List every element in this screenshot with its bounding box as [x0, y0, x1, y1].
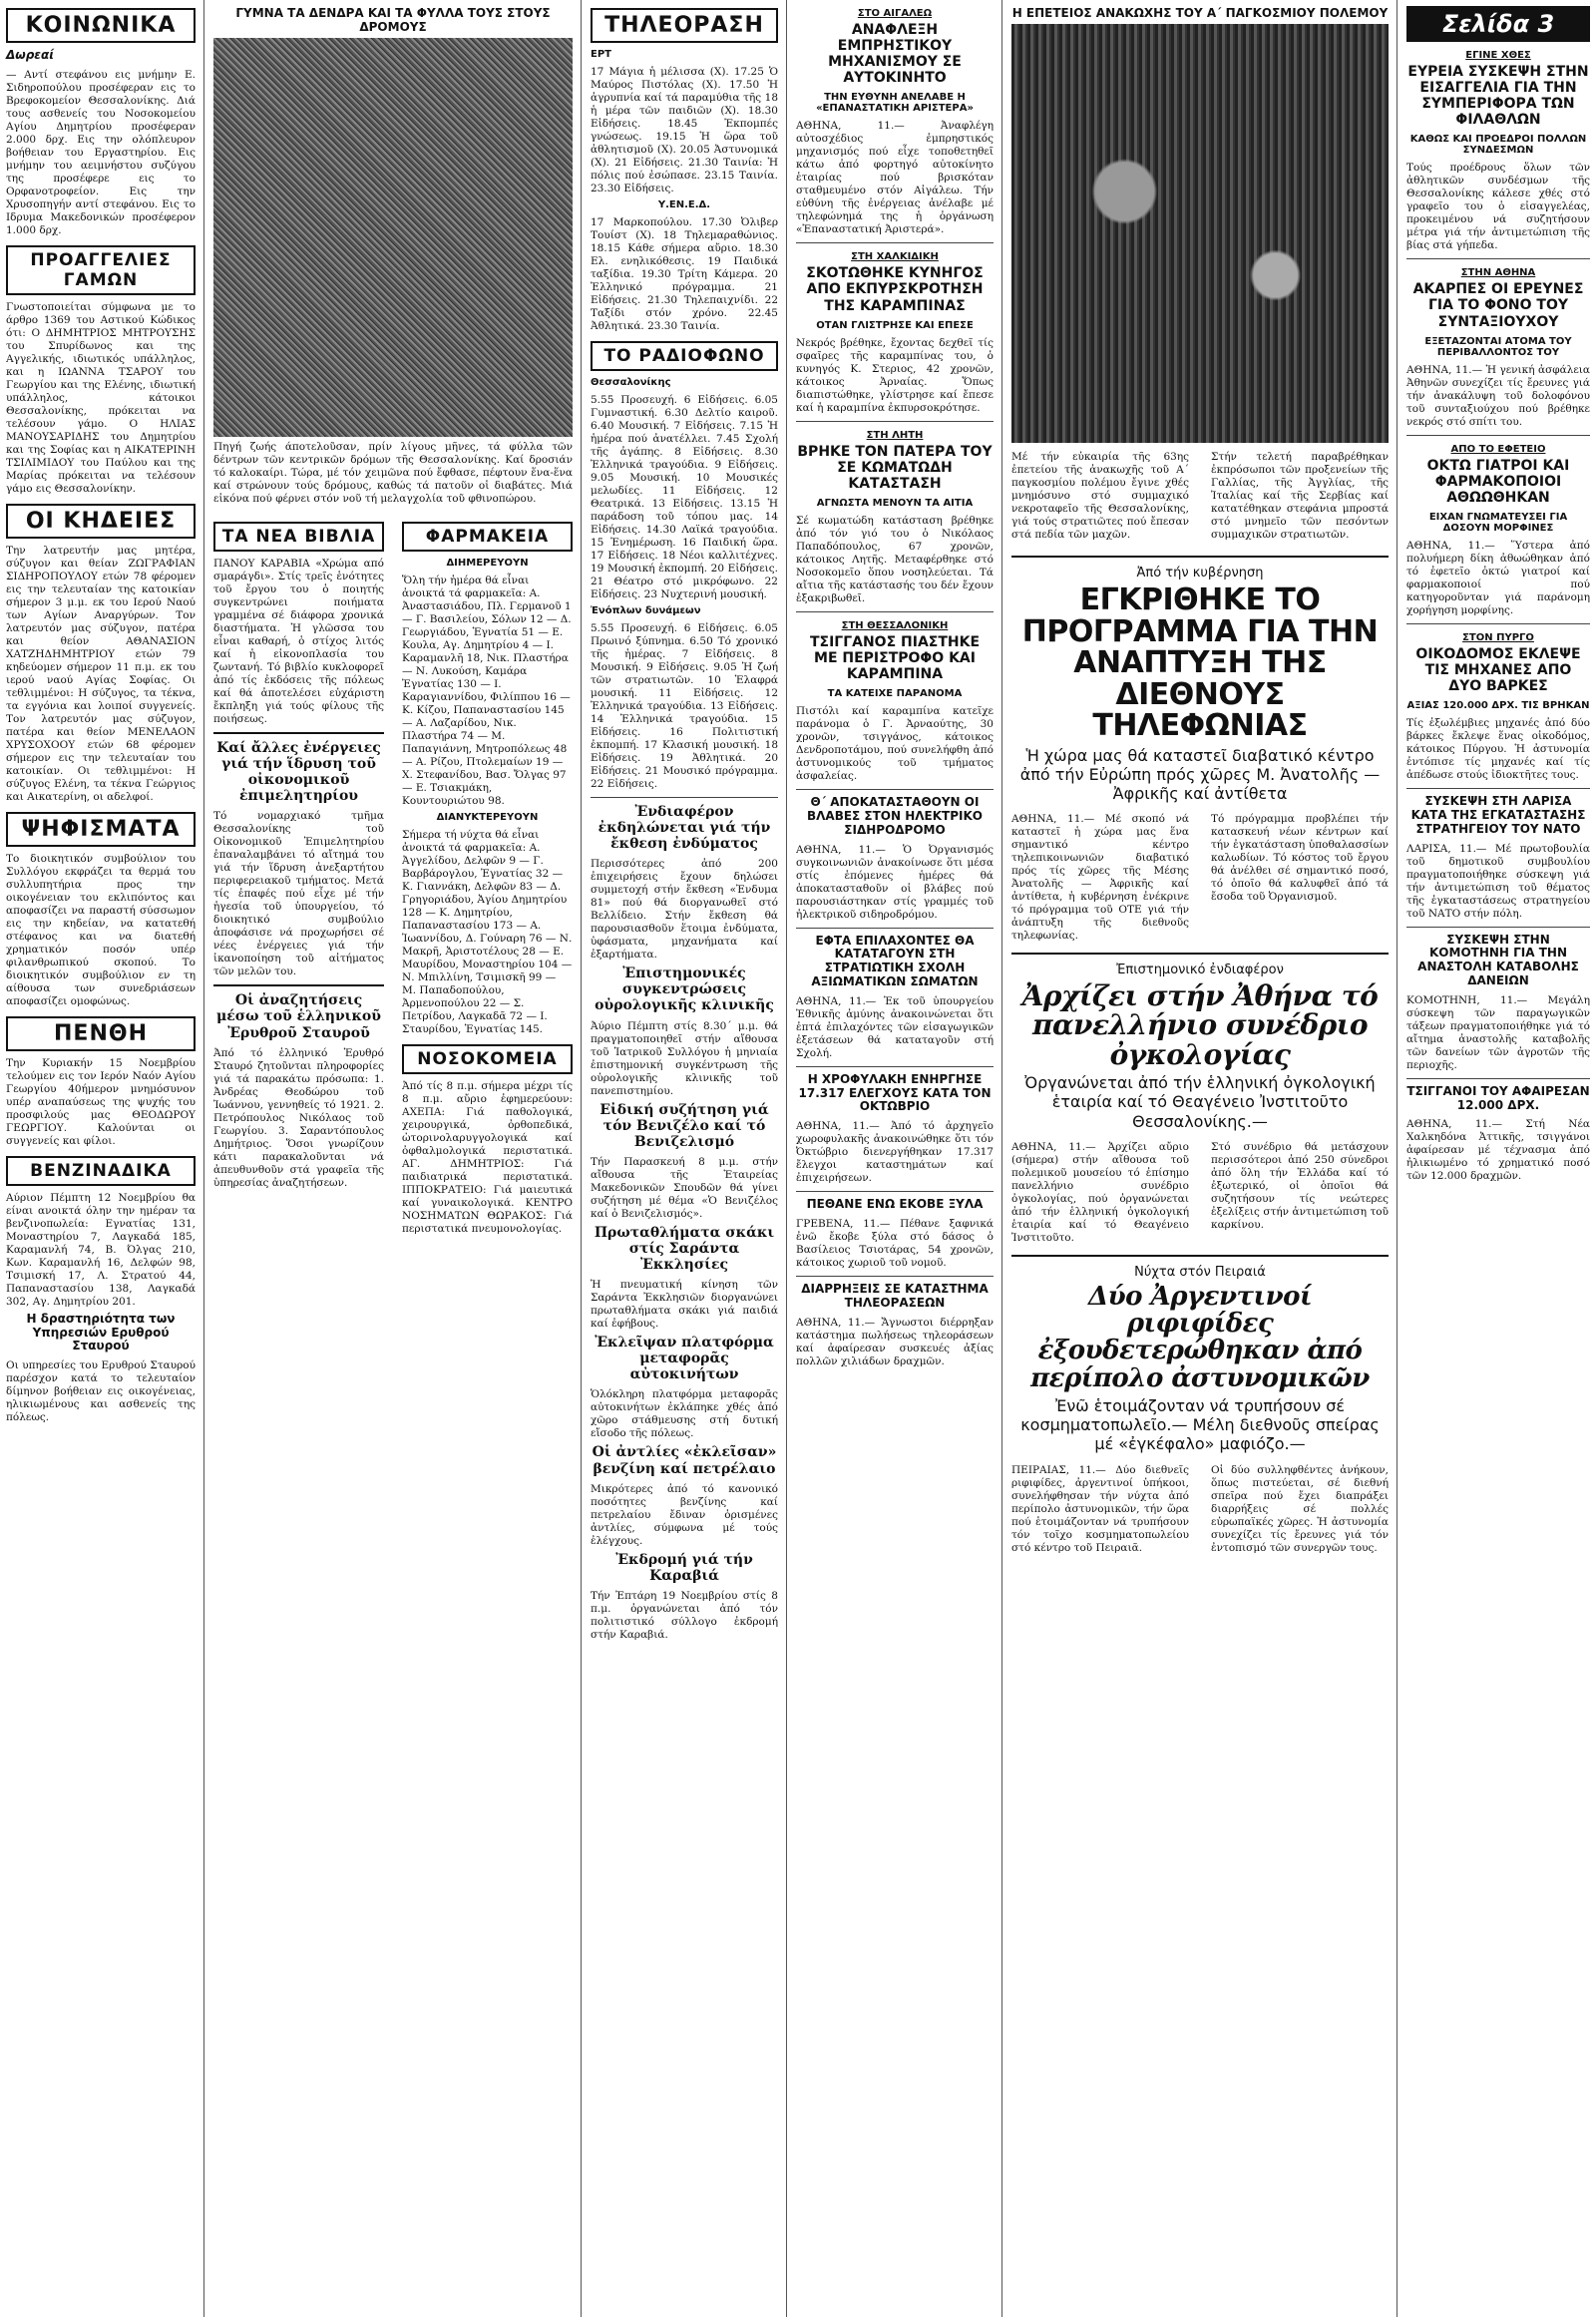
headline-tsigganos: ΤΣΙΓΓΑΝΟΣ ΠΙΑΣΤΗΚΕ ΜΕ ΠΕΡΙΣΤΡΟΦΟ ΚΑΙ ΚΑΡΑΜΠΙΝΑ: [809, 633, 981, 683]
divider: [796, 789, 994, 790]
column-rule: [1001, 0, 1002, 2317]
doreai-title: Δωρεαί: [6, 48, 54, 62]
ert-text: 17 Μάγια ἡ μέλισσα (Χ). 17.25 Ὁ Μαύρος Πιστόλας (Χ). 17.50 Ἡ ἀγρυπνία καί τά παραμύθια τῆς 18 ἡ μέρα τῶν παιδιῶν (Χ). 18.30 Εἰδήσεις. 18.45 Ἐκπομπές γνώσεως. 19.15 Ἡ ὥρα τοῦ ἀθλητισμοῦ (Χ). 20.05 Ἀστυνομικά (Χ). 21 Εἰδήσεις. 21.30 Ταινία: Ἡ πόλις πού ἐσώπασε. 23.15 Ταινία. 23.30 Εἰδήσεις.: [591, 66, 778, 194]
kideies-text: Την λατρευτήν μας μητέρα, σύζυγον και θείαν ΖΩΓΡΑΦΙΑΝ ΣΙΔΗΡΟΠΟΥΛΟΥ ετών 78 φέρομεν εις την τελευταίαν της κατοικίαν σήμερον 3 μ.μ. εκ του Ιερού Ναού των Αγίων Αναργύρων. Τον λατρευτόν μας σύζυγον, πατέρα και θείον ΑΘΑΝΑΣΙΟΝ ΧΑΤΖΗΔΗΜΗΤΡΙΟΥ ετών 79 κηδεύομεν σήμερον 11 π.μ. εκ του ιερού ναού Αγίας Σοφίας. Οι τεθλιμμένοι: Η σύζυγος, τα τέκνα, τα εγγόνια και λοιποί συγγενείς. Τον λατρευτόν μας σύζυγον, πατέρα και θείον ΜΕΝΕΛΑΟΝ ΧΡΥΣΟΧΟΟΥ ετών 68 φέρομεν σήμερον εις την τελευταίαν του κατοικίαν. Οι τεθλιμμένοι: Η σύζυγος Ελένη, τα τέκνα Γεώργιος και Αικατερίνη, οι αδελφοί.: [6, 544, 196, 803]
body-tilefonia-right: Τό πρόγραμμα προβλέπει τήν κατασκευή νέων κέντρων καί τήν ἐγκατάσταση ὑποθαλασσίων καλωδίων. Τό κόστος τοῦ ἔργου θά ἀνέλθει σέ σημαντικό ποσό, τό ὁποῖο θά καλυφθεῖ ἀπό τά ἔσοδα τοῦ Ὀργανισμοῦ.: [1211, 813, 1389, 904]
kicker-chalkidiki: ΣΤΗ ΧΑΛΚΙΔΙΚΗ: [851, 251, 939, 263]
body-rififides-right: Οἱ δύο συλληφθέντες ἀνήκουν, ὅπως πιστεύεται, σέ διεθνή σπεῖρα πού ἔχει διαπράξει διαρρήξεις σέ πολλές εὐρωπαϊκές χῶρες. Ἡ ἀστυνομία συνεχίζει τίς ἔρευνες γιά τόν ἐντοπισμό τῶν συνεργῶν τους.: [1211, 1463, 1389, 1554]
column-main-stories: [1005, 0, 1395, 2317]
ekdromi-text: Τήν Ἐπτάρη 19 Νοεμβρίου στίς 8 π.μ. ὀργανώνεται ἀπό τόν πολιτιστικό σύλλογο ἐκδρομή στήν Καραβιά.: [591, 1589, 778, 1641]
section-head-penthi: ΠΕΝΘΗ: [6, 1016, 196, 1051]
headline-diarrixeis: ΔΙΑΡΡΗΞΕΙΣ ΣΕ ΚΑΤΑΣΤΗΜΑ ΤΗΛΕΟΡΑΣΕΩΝ: [801, 1281, 989, 1310]
kicker-pyrgos: ΣΤΟΝ ΠΥΡΓΟ: [1462, 631, 1534, 643]
radio-enoplon-lead: Ἐνόπλων δυνάμεων: [591, 605, 701, 616]
kicker-athina: ΣΤΗΝ ΑΘΗΝΑ: [1460, 267, 1536, 279]
radio-thess-lead: Θεσσαλονίκης: [591, 377, 671, 388]
kicker-efeteio: ΑΠΟ ΤΟ ΕΦΕΤΕΙΟ: [1450, 443, 1546, 455]
penthi-text: Την Κυριακήν 15 Νοεμβρίου τελούμεν εις τον Ιερόν Ναόν Αγίου Γεωργίου 40ήμερον μνημόσυνον υπέρ αναπαύσεως της ψυχής του προσφιλούς μας ΘΕΟΔΩΡΟΥ ΓΕΩΡΓΙΟΥ. Καλούνται οι συγγενείς και φίλοι.: [6, 1056, 196, 1147]
ekleipan-text: Ὁλόκληρη πλατφόρμα μεταφορᾶς αὐτοκινήτων ἐκλάπηκε χθές ἀπό χῶρο στάθμευσης στή δυτική εἴσοδο τῆς πόλεως.: [591, 1388, 778, 1440]
column-rule: [203, 0, 204, 2317]
photo-caption-trees: Πηγή ζωής άποτελοῦσαν, πρίν λίγους μῆνες, τά φύλλα τῶν δέντρων τῶν κεντρικῶν δρόμων τῆς Θεσσαλονίκης. Καί δροσιάν τό καλοκαίρι. Τώρα, μέ τόν χειμῶνα πού ἔφθασε, πέφτουν ἕνα-ἕνα καί στρώνουν τούς δρόμους, καθώς τά πατοῦν οἱ διαβάτες. Μιά εἰκόνα πού φέρνει στόν νοῦ τή μελαγχολία τοῦ φθινοπώρου.: [213, 441, 573, 505]
page-label: Σελίδα 3: [1406, 6, 1590, 42]
kicker-kyvernisi: Ἀπό τήν κυβέρνηση: [1136, 566, 1264, 580]
deck-tilefonia: Ἡ χώρα μας θά καταστεῖ διαβατικό κέντρο ἀπό τήν Εὐρώπη πρός χῶρες Μ. Ἀνατολῆς — Ἀφρικῆς καί ἀντίθετα: [1019, 745, 1381, 803]
alles-energeies-text: Τό νομαρχιακό τμῆμα Θεσσαλονίκης τοῦ Οἰκονομικοῦ Ἐπιμελητηρίου ἐπαναλαμβάνει τό αἴτημά του γιά τήν ἵδρυση ἀνεξαρτήτου περιφερειακοῦ τμήματος. Μετά τίς ἐπαφές πού εἶχε μέ τήν ἡγεσία τοῦ ὑπουργείου, τό διοικητικό συμβούλιο ἀποφάσισε νά προχωρήσει σέ νέες ἐνέργειες γιά τήν ἱκανοποίηση τοῦ αἰτήματος τῶν μελῶν του.: [213, 810, 384, 978]
text-chorofylaki: ΑΘΗΝΑ, 11.— Ἀπό τό ἀρχηγεῖο χωροφυλακῆς ἀνακοινώθηκε ὅτι τόν Ὀκτώβριο διενεργήθηκαν 17.317 ἔλεγχοι καταστημάτων καί ἐπιχειρήσεων.: [796, 1120, 994, 1185]
section-head-benzinadika: ΒΕΝΖΙΝΑΔΙΚΑ: [6, 1156, 196, 1186]
text-vlaves: ΑΘΗΝΑ, 11.— Ὁ Ὀργανισμός συγκοινωνιῶν ἀνακοίνωσε ὅτι μέσα στίς ἑπόμενες ἡμέρες θά ἀποκατασταθοῦν οἱ βλάβες πού παρουσιάστηκαν στίς γραμμές τοῦ ἠλεκτρικοῦ σιδηροδρόμου.: [796, 843, 994, 921]
vivlia-text: ΠΑΝΟΥ ΚΑΡΑΒΙΑ «Χρώμα από σμαράγδι». Στίς τρεῖς ἑνότητες τοῦ ἔργου του ὁ ποιητής συγκεντρώνει ποιήματα γραμμένα σέ διάφορα χρονικά διαστήματα. Ἡ γλῶσσα του εἶναι καθαρή, ὁ στίχος λιτός καί ἡ εἰκονοπλασία του ζωντανή. Τό βιβλίο κυκλοφορεῖ ἀπό τίς ἐκδόσεις τῆς πόλεως καί θά ἀποτελέσει εὐχάριστη ἔκπληξη γιά τούς φίλους τῆς ποιήσεως.: [213, 558, 384, 725]
headline-pethane: ΠΕΘΑΝΕ ΕΝΩ ΕΚΟΒΕ ΞΥΛΑ: [806, 1197, 984, 1212]
headline-syskepsi-eisaggelia: ΕΥΡΕΙΑ ΣΥΣΚΕΨΗ ΣΤΗΝ ΕΙΣΑΓΓΕΛΙΑ ΓΙΑ ΤΗΝ ΣΥΜΠΕΡΙΦΟΡΑ ΤΩΝ ΦΙΛΑΘΛΩΝ: [1407, 64, 1589, 129]
ekleipan-title: Ἐκλεῖψαν πλατφόρμα μεταφορᾶς αὐτοκινήτων: [595, 1335, 774, 1383]
headline-chorofylaki: Η ΧΡΟΦΥΛΑΚΗ ΕΝΗΡΓΗΣΕ 17.317 ΕΛΕΓΧΟΥΣ ΚΑΤΑ ΤΟΝ ΟΚΤΩΒΡΙΟ: [798, 1071, 992, 1114]
epistimonikes-title: Ἐπιστημονικές συγκεντρώσεις οὐρολογικῆς κλινικῆς: [595, 965, 774, 1014]
body-rififides-left: ΠΕΙΡΑΙΑΣ, 11.— Δύο διεθνεῖς ριφιφίδες, ἀργεντινοί ὑπήκοοι, συνελήφθησαν τήν νύχτα ἀπό περίπολο ἀστυνομικῶν, τήν ὥρα πού ἑτοιμάζονταν νά τρυπήσουν τόν τοῖχο κοσμηματοπωλείου στό κέντρο τοῦ Πειραιᾶ.: [1011, 1463, 1189, 1554]
column-social: [0, 0, 201, 2317]
subhead-oikodomos: ΑΞΙΑΣ 120.000 ΔΡΧ. ΤΙΣ ΒΡΗΚΑΝ: [1406, 700, 1590, 712]
anazitiseis-title: Οἱ ἀναζητήσεις μέσω τοῦ ἑλληνικοῦ Ἐρυθροῦ Σταυροῦ: [216, 992, 381, 1041]
headline-patera: ΒΡΗΚΕ ΤΟΝ ΠΑΤΕΡΑ ΤΟΥ ΣΕ ΚΩΜΑΤΩΔΗ ΚΑΤΑΣΤΑΣΗ: [797, 443, 993, 492]
divider: [1406, 435, 1590, 436]
divider: [1406, 623, 1590, 624]
text-epilachontes: ΑΘΗΝΑ, 11.— Ἐκ τοῦ ὑπουργείου Ἐθνικῆς ἀμύνης ἀνακοινώνεται ὅτι ἐπτά ἐπιλαχόντες τῶν εἰσαγωγικῶν ἐξετάσεων θά καταταγοῦν στή Σχολή.: [796, 994, 994, 1059]
photo-trees: [213, 38, 573, 437]
section-head-nea-vivlia: ΤΑ ΝΕΑ ΒΙΒΛΙΑ: [213, 522, 384, 552]
headline-epilachontes: ΕΦΤΑ ΕΠΙΛΑΧΟΝΤΕΣ ΘΑ ΚΑΤΑΤΑΓΟΥΝ ΣΤΗ ΣΤΡΑΤΙΩΤΙΚΗ ΣΧΟΛΗ ΑΞΙΩΜΑΤΙΚΩΝ ΣΩΜΑΤΩΝ: [811, 933, 979, 988]
divider: [591, 797, 778, 798]
kicker-peiraias: Νύχτα στόν Πειραιά: [1134, 1264, 1266, 1280]
drastiriotita-title: Η δραστηριότητα των Υπηρεσιών Ερυθρού Σταυρού: [26, 1311, 176, 1353]
headline-ogkologia: Ἀρχίζει στήν Ἀθήνα τό πανελλήνιο συνέδριο ὀγκολογίας: [1021, 979, 1379, 1071]
divider: [796, 242, 994, 243]
ert-lead: ΕΡΤ: [591, 49, 611, 60]
column-city: [207, 0, 579, 2317]
endiaferon-title: Ἐνδιαφέρον ἐκδηλώνεται γιά τήν ἔκθεση ἐνδύματος: [598, 804, 771, 853]
protathlimata-text: Ἡ πνευματική κίνηση τῶν Σαράντα Ἐκκλησιῶν διοργανώνει πρωταθλήματα σκάκι γιά παιδιά καί ἐφήβους.: [591, 1279, 778, 1331]
protathlimata-title: Πρωταθλήματα σκάκι στίς Σαράντα Ἐκκλησίες: [594, 1224, 775, 1274]
kicker-egine-chthes: ΕΓΙΝΕ ΧΘΕΣ: [1465, 50, 1531, 61]
epistimonikes-text: Ἀύριο Πέμπτη στίς 8.30΄ μ.μ. θά πραγματοποιηθεῖ στήν αἴθουσα τοῦ Ἰατρικοῦ Συλλόγου ἡ μηνιαία ἐπιστημονική συγκέντρωση τῆς οὐρολογικῆς κλινικῆς τοῦ πανεπιστημίου.: [591, 1019, 778, 1097]
divider: [213, 984, 384, 986]
yened-text: 17 Μαρκοπούλου. 17.30 Ὀλιβερ Τουίστ (Χ). 18 Τηλεμαραθώνιος. 18.15 Κάθε σήμερα αὔριο. 18.30 Ελ. ενηλικόθεσις. 19 Παιδικά ταξίδια. 19.30 Τρίτη Κάμερα. 20 Ἐλληνικό πρόγραμμα. 21 Εἰδήσεις. 21.30 Τηλεπαιχνίδι. 22 Ταξίδι στόν χρόνο. 22.45 Ἀθλητικά. 23.30 Ταινία.: [591, 216, 778, 332]
anazitiseis-text: Ἀπό τό ἑλληνικό Ἐρυθρό Σταυρό ζητοῦνται πληροφορίες γιά τά παρακάτω πρόσωπα: 1. Ἀνδρέας Θεοδώρου τοῦ Ἰωάννου, γεννηθείς τό 1921. 2. Πετρόπουλος Νικόλαος τοῦ Γεωργίου. 3. Σαραντόπουλος Δημήτριος. Ὅσοι γνωρίζουν κάτι παρακαλοῦνται νά ἀπευθυνθοῦν στά γραφεῖα τῆς ὑπηρεσίας ἀναζητήσεων.: [213, 1046, 384, 1189]
dianykt-lead: ΔΙΑΝΥΚΤΕΡΕΥΟΥΝ: [436, 812, 539, 823]
photo-anakochi: [1011, 24, 1389, 443]
endiaferon-text: Περισσότερες ἀπό 200 ἐπιχειρήσεις ἔχουν δηλώσει συμμετοχή στήν ἔκθεση «Ἐνδυμα 81» πού θά διοργανωθεῖ στό Βελλίδειο. Στήν ἔκθεση θά παρουσιασθοῦν ἕτοιμα ἐνδύματα, ὑφάσματα, μηχανήματα καί ἐξαρτήματα.: [591, 858, 778, 962]
section-head-farmakeia: ΦΑΡΜΑΚΕΙΑ: [402, 522, 573, 552]
photo-caption-right: Στήν τελετή παραβρέθηκαν ἐκπρόσωποι τῶν προξενείων τῆς Γαλλίας, τῆς Ἀγγλίας, τῆς Ἰταλίας καί τῆς Σερβίας καί κατατέθηκαν στεφάνια μπροστά στό μνημεῖο τῶν πεσόντων συμμαχικῶν στρατιωτῶν.: [1211, 451, 1389, 541]
divider: [1011, 1255, 1389, 1257]
headline-tsigganoi: ΤΣΙΓΓΑΝΟΙ ΤΟΥ ΑΦΑΙΡΕΣΑΝ 12.000 ΔΡΧ.: [1406, 1083, 1590, 1112]
ekdromi-title: Ἐκδρομή γιά τήν Καραβιά: [615, 1551, 753, 1584]
subhead-giatroi: ΕΙΧΑΝ ΓΝΩΜΑΤΕΥΣΕΙ ΓΙΑ ΔΟΣΟΥΝ ΜΟΡΦΙΝΕΣ: [1428, 511, 1568, 534]
antlies-text: Μικρότερες ἀπό τό κανονικό ποσότητες βενζίνης καί πετρελαίου ἔδιναν ὁρισμένες ἀντλίες, σύμφωνα μέ τούς ἐλέγχους.: [591, 1482, 778, 1547]
drastiriotita-text: Οι υπηρεσίες του Ερυθρού Σταυρού παρέσχον κατά το τελευταίον δίμηνον βοήθειαν εις οικογένειας, ηλικιωμένους και ασθενείς της πόλεως.: [6, 1359, 196, 1424]
headline-fonos: ΑΚΑΡΠΕΣ ΟΙ ΕΡΕΥΝΕΣ ΓΙΑ ΤΟ ΦΟΝΟ ΤΟΥ ΣΥΝΤΑΞΙΟΥΧΟΥ: [1412, 281, 1584, 330]
text-anaflexi: ΑΘΗΝΑ, 11.— Ἀναφλέγη αὐτοσχέδιος ἐμπρηστικός μηχανισμός πού εἶχε τοποθετηθεῖ κάτω ἀπό φορτηγό αὐτοκίνητο ἑταιρίας πού βρισκόταν σταθμευμένο στόν Αἰγάλεω. Τήν εὐθύνη τῆς ἐνέργειας ἀνέλαβε μέ τηλεφώνημά της ἡ ὀργάνωση «Ἐπαναστατική Ἀριστερά».: [796, 120, 994, 236]
subhead-kynigos: ΟΤΑΝ ΓΛΙΣΤΡΗΣΕ ΚΑΙ ΕΠΕΣΕ: [816, 319, 974, 331]
divider: [1406, 1078, 1590, 1079]
headline-larisa: ΣΥΣΚΕΨΗ ΣΤΗ ΛΑΡΙΣΑ ΚΑΤΑ ΤΗΣ ΕΓΚΑΤΑΣΤΑΣΗΣ ΣΤΡΑΤΗΓΕΙΟΥ ΤΟΥ ΝΑΤΟ: [1410, 794, 1586, 836]
text-komotini: ΚΟΜΟΤΗΝΗ, 11.— Μεγάλη σύσκεψη τῶν παραγωγικῶν τάξεων πραγματοποιήθηκε γιά τό αἴτημα ἀναστολῆς καταβολῆς τῶν δανείων τῶν ἀγροτῶν τῆς περιοχῆς.: [1406, 993, 1590, 1071]
section-head-radiofono: ΤΟ ΡΑΔΙΟΦΩΝΟ: [591, 341, 778, 371]
text-tsigganoi: ΑΘΗΝΑ, 11.— Στή Νέα Χαλκηδόνα Ἀττικῆς, τσιγγάνοι ἀφαίρεσαν μέ τέχνασμα ἀπό ἠλικιωμένο τό χρηματικό ποσό τῶν 12.000 δραχμῶν.: [1406, 1118, 1590, 1183]
benzinadika-text: Αύριον Πέμπτη 12 Νοεμβρίου θα είναι ανοικτά όλην την ημέραν τα βενζινοπωλεία: Εγνατίας 131, Μοναστηρίου 7, Λαγκαδά 185, Καραμανλή 74, Β. Όλγας 210, Κων. Καραμανλή 16, Δελφών 98, Τσιμισκή 17, Λ. Στρατού 44, Παπαναστασίου 138, Λαγκαδά 302, Αγ. Δημητρίου 201.: [6, 1191, 196, 1308]
column-news-briefs: [790, 0, 999, 2317]
divider: [796, 1066, 994, 1067]
column-right-briefs: [1400, 0, 1596, 2317]
subhead-fonos: ΕΞΕΤΑΖΟΝΤΑΙ ΑΤΟΜΑ ΤΟΥ ΠΕΡΙΒΑΛΛΟΝΤΟΣ ΤΟΥ: [1424, 335, 1572, 358]
kicker-thessaloniki: ΣΤΗ ΘΕΣΣΑΛΟΝΙΚΗ: [841, 619, 949, 631]
psifismata-text: Το διοικητικόν συμβούλιον του Συλλόγου εκφράζει τα θερμά του συλλυπητήρια προς την οικογένειαν του εκλιπόντος και αποφασίζει να παραστή σύσσωμον εις την κηδείαν, να κατατεθή στέφανος και να διατεθή χρηματικόν ποσόν υπέρ φιλανθρωπικού σκοπού. Το διοικητικόν συμβούλιον εν τη αίθουσα των συνεδριάσεων αποφασίζει ομοφώνως.: [6, 852, 196, 1007]
radio-thess-text: 5.55 Προσευχή. 6 Εἰδήσεις. 6.05 Γυμναστική. 6.30 Δελτίο καιροῦ. 6.40 Μουσική. 7 Εἰδήσεις. 7.15 Ἡ ἡμέρα πού ἀνατέλλει. 7.45 Σχολή τῆς ἀγάπης. 8 Εἰδήσεις. 8.30 Ἐλληνικά τραγούδια. 9 Εἰδήσεις. 9.05 Μουσική. 10 Μουσικές μελωδίες. 11 Εἰδήσεις. 12 Θεατρικά. 13 Εἰδήσεις. 13.15 Ἡ παράδοση τοῦ τόπου μας. 14 Εἰδήσεις. 14.30 Λαϊκά τραγούδια. 15 Ἐνημέρωση. 16 Παιδική ὥρα. 17 Εἰδήσεις. 18 Νέοι καλλιτέχνες. 19 Μουσική ἐκπομπή. 20 Εἰδήσεις. 21 Θέατρο στό μικρόφωνο. 22 Εἰδήσεις. 23 Νυχτερινή μουσική.: [591, 394, 778, 600]
section-head-kideies: ΟΙ ΚΗΔΕΙΕΣ: [6, 504, 196, 539]
divider: [796, 421, 994, 422]
section-head-proaggelies: ΠΡΟΑΓΓΕΛΙΕΣ ΓΑΜΩΝ: [6, 245, 196, 295]
divider: [1011, 556, 1389, 558]
text-tsigganos: Πιστόλι καί καραμπίνα κατεῖχε παράνομα ὁ Γ. Ἀρναούτης, 30 χρονῶν, τσιγγάνος, κάτοικος Δενδροποτάμου, πού συνελήφθη ἀπό ἀστυνομικούς τοῦ τμήματος ἀσφαλείας.: [796, 705, 994, 783]
headline-kynigos: ΣΚΟΤΩΘΗΚΕ ΚΥΝΗΓΟΣ ΑΠΟ ΕΚΠΥΡΣΚΡΟΤΗΣΗ ΤΗΣ ΚΑΡΑΜΠΙΝΑΣ: [806, 265, 984, 314]
text-fonos: ΑΘΗΝΑ, 11.— Ἡ γενική ἀσφάλεια Ἀθηνῶν συνεχίζει τίς ἔρευνες γιά τήν ἀνακάλυψη τοῦ δολοφόνου τοῦ συνταξιούχου πού βρέθηκε νεκρός στό σπίτι του.: [1406, 363, 1590, 428]
proaggelies-text: Γνωστοποιείται σύμφωνα με το άρθρο 1369 του Αστικού Κώδικος ότι: Ο ΔΗΜΗΤΡΙΟΣ ΜΗΤΡΟΥΣΗΣ του Σπυρίδωνος και της Αγγελικής, ιδιωτικός υπάλληλος, και η ΙΩΑΝΝΑ ΤΣΑΡΟΥ του Γεωργίου και της Ελένης, ιδιωτική υπάλληλος, κάτοικοι Θεσσαλονίκης, πρόκειται να τελέσουν γάμο. Ο ΗΛΙΑΣ ΜΑΝΟΥΣΑΡΙΔΗΣ του Δημητρίου και της Σοφίας και η ΑΙΚΑΤΕΡΙΝΗ ΤΣΙΛΙΜΙΔΟΥ του Παύλου και της Μαρίας πρόκειται να τελέσουν γάμο εις Θεσσαλονίκην.: [6, 300, 196, 495]
body-ogkologia-right: Στό συνέδριο θά μετάσχουν περισσότεροι ἀπό 250 σύνεδροι ἀπό ὅλη τήν Ἑλλάδα καί τό ἐξωτερικό, οἱ ὁποῖοι θά συζητήσουν τίς νεώτερες ἐξελίξεις στήν ἀντιμετώπιση τοῦ καρκίνου.: [1211, 1140, 1389, 1231]
photo-title-anakochi: Η ΕΠΕΤΕΙΟΣ ΑΝΑΚΩΧΗΣ ΤΟΥ Α΄ ΠΑΓΚΟΣΜΙΟΥ ΠΟΛΕΜΟΥ: [1011, 6, 1389, 20]
subhead-tsigganos: ΤΑ ΚΑΤΕΙΧΕ ΠΑΡΑΝΟΜΑ: [827, 688, 963, 700]
antlies-title: Οἱ ἀντλίες «ἐκλεῖσαν» βενζίνη καί πετρέλαιο: [592, 1444, 777, 1477]
body-ogkologia-left: ΑΘΗΝΑ, 11.— Ἀρχίζει αὔριο (σήμερα) στήν αἴθουσα τοῦ πολεμικοῦ μουσείου τό ἐπίσημο πανελλήνιο συνέδριο ὀγκολογίας, πού ὀργανώνεται ἀπό τήν ἑλληνική ὀγκολογική ἑταιρία καί τό Θεαγένειο Ἰνστιτοῦτο.: [1011, 1140, 1189, 1244]
radio-enoplon-text: 5.55 Προσευχή. 6 Εἰδήσεις. 6.05 Πρωινό ξύπνημα. 6.50 Τό χρονικό τῆς ἡμέρας. 7 Εἰδήσεις. 8 Μουσική. 9 Εἰδήσεις. 9.05 Ἡ ζωή τῶν στρατιωτῶν. 10 Ἐλαφρά μουσική. 11 Εἰδήσεις. 12 Ἐλληνικά τραγούδια. 13 Εἰδήσεις. 14 Ἐλληνικά τραγούδια. 15 Εἰδήσεις. 16 Πολιτιστική ἐκπομπή. 17 Κλασική μουσική. 18 Εἰδήσεις. 19 Ἀθλητικά. 20 Εἰδήσεις. 21 Μουσικό πρόγραμμα. 22 Εἰδήσεις.: [591, 622, 778, 790]
subhead-patera: ΑΓΝΩΣΤΑ ΜΕΝΟΥΝ ΤΑ ΑΙΤΙΑ: [816, 497, 974, 509]
deck-rififides: Ἐνῶ ἑτοιμάζονταν νά τρυπήσουν σέ κοσμηματοπωλεῖο.— Μέλη διεθνοῦς σπείρας μέ «ἐγκέφαλο» μαφιόζο.—: [1020, 1395, 1380, 1454]
subhead-syskepsi-eisaggelia: ΚΑΘΩΣ ΚΑΙ ΠΡΟΕΔΡΟΙ ΠΟΛΛΩΝ ΣΥΝΔΕΣΜΩΝ: [1409, 134, 1587, 157]
headline-rififides: Δύο Ἀργεντινοί ριφιφίδες ἐξουδετερώθηκαν ἀπό περίπολο ἀστυνομικῶν: [1030, 1281, 1370, 1393]
text-kynigos: Νεκρός βρέθηκε, ἔχοντας δεχθεῖ τίς σφαῖρες τῆς καραμπίνας του, ὁ κυνηγός Κ. Στεριος, 42 χρονῶν, κάτοικος Ἀρναίας. Ὅπως διαπιστώθηκε, γλίστρησε καί ἔπεσε καί ἡ καραμπίνα ἐκπυρσοκρότησε.: [796, 336, 994, 414]
kicker-epistimoniko: Ἐπιστημονικό ἐνδιαφέρον: [1116, 963, 1284, 978]
divider: [1011, 953, 1389, 955]
eidiki-text: Τήν Παρασκευή 8 μ.μ. στήν αἴθουσα τῆς Ἑταιρείας Μακεδονικῶν Σπουδῶν θά γίνει συζήτηση μέ θέμα «Ὁ Βενιζέλος καί ὁ Βενιζελισμός».: [591, 1155, 778, 1220]
headline-giatroi: ΟΚΤΩ ΓΙΑΤΡΟΙ ΚΑΙ ΦΑΡΜΑΚΟΠΟΙΟΙ ΑΘΩΩΘΗΚΑΝ: [1426, 457, 1570, 506]
column-rule: [581, 0, 582, 2317]
text-patera: Σέ κωματώδη κατάσταση βρέθηκε ἀπό τόν γιό του ὁ Νικόλαος Παπαδόπουλος, 67 χρονῶν, κάτοικος Λητῆς. Μεταφέρθηκε στό Νοσοκομεῖο ὅπου νοσηλεύεται. Τά αἴτια τῆς κατάστασής του δέν ἔχουν ἐξακριβωθεῖ.: [796, 514, 994, 604]
yened-lead: Υ.ΕΝ.Ε.Δ.: [657, 199, 711, 210]
nosokomeia-text: Ἀπό τίς 8 π.μ. σήμερα μέχρι τίς 8 π.μ. αὔριο ἐφημερεύουν: ΑΧΕΠΑ: Γιά παθολογικά, χειρουργικά, ὀρθοπεδικά, ὠτορινολαρυγγολογικά καί ὀφθαλμολογικά περιστατικά. ΑΓ. ΔΗΜΗΤΡΙΟΣ: Γιά παιδιατρικά περιστατικά. ΙΠΠΟΚΡΑΤΕΙΟ: Γιά μαιευτικά καί γυναικολογικά. ΚΕΝΤΡΟ ΝΟΣΗΜΑΤΩΝ ΘΩΡΑΚΟΣ: Γιά περιστατικά πνευμονολογίας.: [402, 1080, 573, 1235]
farmakeia-list: Ὅλη τήν ἡμέρα θά εἶναι ἀνοικτά τά φαρμακεῖα: Α. Ἀναστασιάδου, Πλ. Γερμανοῦ 1 — Γ. Βασιλείου, Σόλων 12 — Δ. Γεωργιάδου, Ἐγνατία 51 — Ε. Κουλα, Αγ. Δημητρίου 4 — Ι. Καραμανλῆ 18, Νικ. Πλαστήρα — Ν. Λυκούση, Καμάρα Ἐγνατίας 130 — Ι. Καραγιαννίδου, Φιλίππου 16 — Κ. Κίζου, Παπαναστασίου 145 — Α. Λαζαρίδου, Νικ. Πλαστήρα 74 — Μ. Παπαγιάννη, Μητροπόλεως 48 — Α. Ρίζου, Πτολεμαίων 19 — Χ. Στεφανίδου, Βασ. Ὄλγας 97 — Ε. Τσιακμάκη, Κουντουριώτου 98.: [402, 575, 572, 807]
text-syskepsi-eisaggelia: Τούς προέδρους ὅλων τῶν ἀθλητικῶν συνδέσμων τῆς Θεσσαλονίκης κάλεσε χθές στό γραφεῖο του ὁ εἰσαγγελέας, προκειμένου νά συζητήσουν μέτρα γιά τήν ἀντιμετώπιση τῆς βίας στά γήπεδα.: [1406, 162, 1590, 252]
column-rule: [786, 0, 787, 2317]
deck-ogkologia: Ὀργανώνεται ἀπό τήν ἑλληνική ὀγκολογική ἑταιρία καί τό Θεαγένειο Ἰνστιτοῦτο Θεσσαλονίκης.—: [1024, 1073, 1376, 1131]
divider: [796, 928, 994, 929]
dianykt-list: Σήμερα τή νύχτα θά εἶναι ἀνοικτά τά φαρμακεῖα: Α. Ἀγγελίδου, Δελφῶν 9 — Γ. Βαρβάρογλου, Ἐγνατίας 32 — Κ. Γιαννάκη, Δελφῶν 83 — Δ. Γρηγοριάδου, Ἀγίου Δημητρίου 128 — Κ. Δημητρίου, Παπαναστασίου 173 — Α. Ἰωαννίδου, Δ. Γούναρη 76 — Ν. Μακρῆ, Ἀριστοτέλους 28 — Ε. Μαυρίδου, Μοναστηρίου 104 — Ν. Μπιλλίνη, Τσιμισκῆ 99 — Μ. Παπαδοπούλου, Ἀρμενοπούλου 22 — Σ. Πετρίδου, Λαγκαδᾶ 72 — Ι. Σταυρίδου, Ἐγνατίας 145.: [402, 829, 573, 1035]
kicker-liti: ΣΤΗ ΛΗΤΗ: [866, 429, 924, 441]
body-tilefonia-left: ΑΘΗΝΑ, 11.— Μέ σκοπό νά καταστεῖ ἡ χώρα μας ἕνα σημαντικό κέντρο τηλεπικοινωνιῶν διαβατικό πρός τίς χῶρες τῆς Μέσης Ἀνατολῆς — Ἀφρικῆς καί ἀντίθετα, ἡ κυβέρνηση ἐνέκρινε τό πρόγραμμα τοῦ ΟΤΕ γιά τήν ἀνάπτυξη τῆς διεθνοῦς τηλεφωνίας.: [1011, 813, 1189, 943]
photo-caption-left: Μέ τήν εὐκαιρία τῆς 63ης ἐπετείου τῆς ἀνακωχῆς τοῦ Α΄ παγκοσμίου πολέμου ἔγινε χθές μνημόσυνο στό συμμαχικό νεκροταφεῖο τῆς Θεσσαλονίκης, γιά τούς στρατιῶτες πού ἔπεσαν στά πεδία τῶν μαχῶν.: [1011, 451, 1189, 541]
divider: [213, 732, 384, 734]
text-oikodomos: Τίς ἐξωλέμβιες μηχανές ἀπό δύο βάρκες ἔκλεψε ἕνας οἰκοδόμος, κάτοικος Πύργου. Ἡ ἀστυνομία ἐντόπισε τίς μηχανές καί τίς ἀπέδωσε στούς ἰδιοκτῆτες τους.: [1406, 717, 1590, 782]
column-rule: [1396, 0, 1397, 2317]
section-head-koinonika: ΚΟΙΝΩΝΙΚΑ: [6, 8, 196, 43]
divider: [1406, 927, 1590, 928]
headline-anaflexi: ΑΝΑΦΛΕΞΗ ΕΜΠΡΗΣΤΙΚΟΥ ΜΗΧΑΝΙΣΜΟΥ ΣΕ ΑΥΤΟΚΙΝΗΤΟ: [828, 22, 962, 87]
text-diarrixeis: ΑΘΗΝΑ, 11.— Ἄγνωστοι διέρρηξαν κατάστημα πωλήσεως τηλεοράσεων καί ἀφαίρεσαν συσκευές ἀξίας πολλῶν χιλιάδων δραχμῶν.: [796, 1316, 994, 1367]
farmakeia-lead: ΔΙΗΜΕΡΕΥΟΥΝ: [446, 558, 529, 569]
alles-energeies-title: Καί ἄλλες ἐνέργειες γιά τήν ἵδρυση τοῦ οἰκονομικοῦ ἐπιμελητηρίου: [216, 740, 381, 805]
text-pethane: ΓΡΕΒΕΝΑ, 11.— Πέθανε ξαφνικά ἐνῶ ἔκοβε ξύλα στό δάσος ὁ Βασίλειος Τσιοτάρας, 54 χρονῶν, κάτοικος χωριοῦ τοῦ νομοῦ.: [796, 1217, 994, 1269]
text-larisa: ΛΑΡΙΣΑ, 11.— Μέ πρωτοβουλία τοῦ δημοτικοῦ συμβουλίου πραγματοποιήθηκε σύσκεψη γιά τήν ἀντιμετώπιση τοῦ θέματος τῆς ἐγκαταστάσεως στρατηγείου τοῦ ΝΑΤΟ στήν πόλη.: [1406, 842, 1590, 920]
column-broadcast: [585, 0, 784, 2317]
subhead-anaflexi: ΤΗΝ ΕΥΘΥΝΗ ΑΝΕΛΑΒΕ Η «ΕΠΑΝΑΣΤΑΤΙΚΗ ΑΡΙΣΤΕΡΑ»: [816, 92, 974, 115]
kicker-aigaleo: ΣΤΟ ΑΙΓΑΛΕΩ: [857, 8, 933, 19]
divider: [796, 1276, 994, 1277]
eidiki-title: Εἰδική συζήτηση γιά τόν Βενιζέλο καί τό Βενιζελισμό: [599, 1101, 769, 1150]
photo-title-trees: ΓΥΜΝΑ ΤΑ ΔΕΝΔΡΑ ΚΑΙ ΤΑ ΦΥΛΛΑ ΤΟΥΣ ΣΤΟΥΣ ΔΡΟΜΟΥΣ: [235, 6, 551, 34]
divider: [796, 611, 994, 612]
divider: [796, 1191, 994, 1192]
section-head-nosokomeia: ΝΟΣΟΚΟΜΕΙΑ: [402, 1044, 573, 1074]
headline-komotini: ΣΥΣΚΕΨΗ ΣΤΗΝ ΚΟΜΟΤΗΝΗ ΓΙΑ ΤΗΝ ΑΝΑΣΤΟΛΗ ΚΑΤΑΒΟΛΗΣ ΔΑΝΕΙΩΝ: [1417, 932, 1579, 987]
headline-oikodomos: ΟΙΚΟΔΟΜΟΣ ΕΚΛΕΨΕ ΤΙΣ ΜΗΧΑΝΕΣ ΑΠΟ ΔΥΟ ΒΑΡΚΕΣ: [1415, 645, 1581, 695]
divider: [1406, 788, 1590, 789]
divider: [1406, 258, 1590, 259]
headline-vlaves: Θ΄ ΑΠΟΚΑΤΑΣΤΑΘΟΥΝ ΟΙ ΒΛΑΒΕΣ ΣΤΟΝ ΗΛΕΚΤΡΙΚΟ ΣΙΔΗΡΟΔΡΟΜΟ: [806, 795, 983, 837]
section-head-tileorasi: ΤΗΛΕΟΡΑΣΗ: [591, 8, 778, 43]
text-giatroi: ΑΘΗΝΑ, 11.— Ὕστερα ἀπό πολυήμερη δίκη ἀθωώθηκαν ἀπό τό ἐφετεῖο ὀκτώ γιατροί καί φαρμακοποιοί πού κατηγοροῦνταν γιά παράνομη χορήγηση μορφίνης.: [1406, 539, 1590, 616]
section-head-psifismata: ΨΗΦΙΣΜΑΤΑ: [6, 812, 196, 847]
headline-tilefonia: ΕΓΚΡΙΘΗΚΕ ΤΟ ΠΡΟΓΡΑΜΜΑ ΓΙΑ ΤΗΝ ΑΝΑΠΤΥΞΗ ΤΗΣ ΔΙΕΘΝΟΥΣ ΤΗΛΕΦΩΝΙΑΣ: [1021, 582, 1379, 743]
doreai-text: — Αντί στεφάνου εις μνήμην Ε. Σιδηροπούλου προσέφεραν εις το Βρεφοκομείον Θεσσαλονίκης. Διά τους ασθενείς του Νοσοκομείου Αγίου Δημητρίου προσέφεραν 2.000 δρχ. Εις την ολόπλευρον βοήθειαν του Εργαστηρίου. Εις μνήμην του αειμνήστου συζύγου της προσέφερε εις το Ορφανοτροφείον. Εις την Χρυσοπηγήν αντί στεφάνου. Εις το Ιδρυμα Μακεδονικών προσέφερον 1.000 δρχ.: [6, 68, 196, 236]
